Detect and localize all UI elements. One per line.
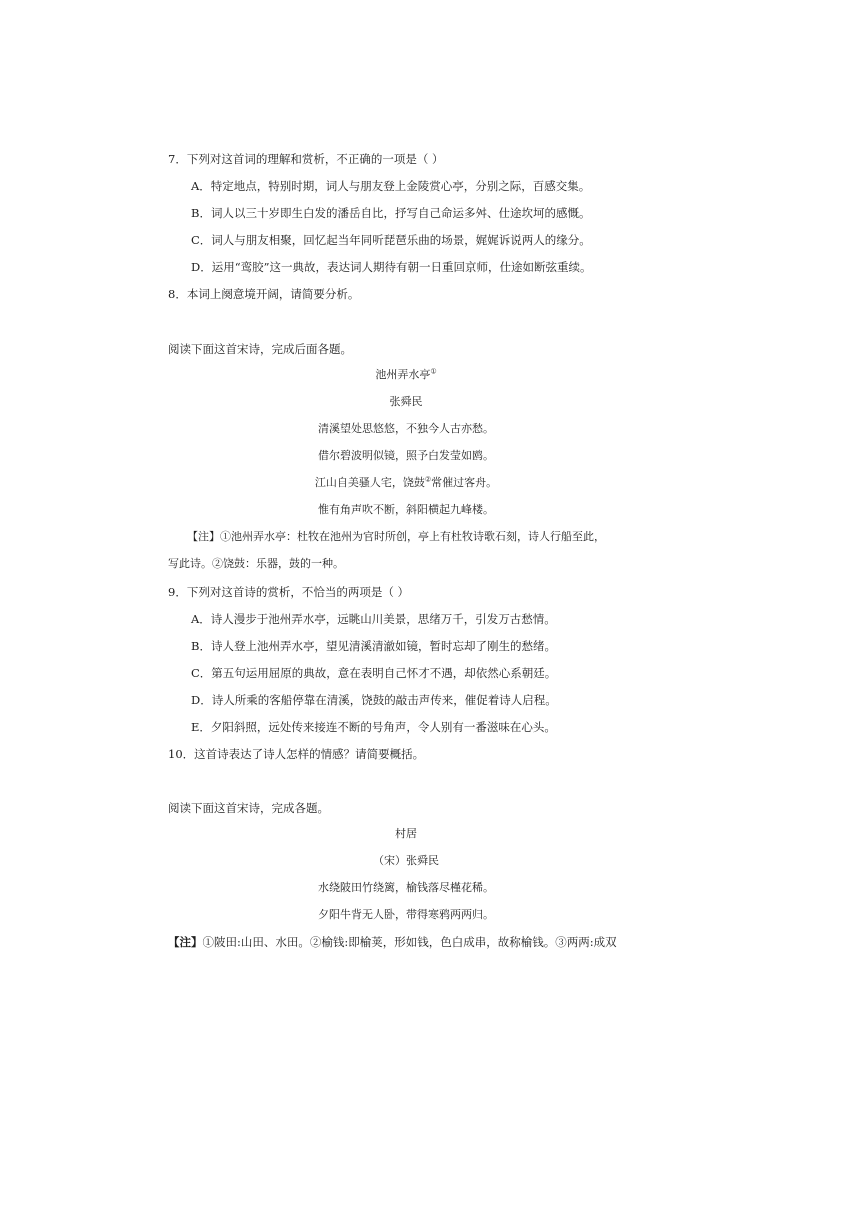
passage2-line-2: 借尔碧波明似镜，照予白发莹如鸥。 — [318, 449, 494, 462]
q7-stem: 7．下列对这首词的理解和赏析，不正确的一项是（ ） — [168, 152, 444, 166]
passage2-note-line-1: 【注】①池州弄水亭：杜牧在池州为官时所创，亭上有杜牧诗歌石刻，诗人行船至此， — [187, 530, 605, 543]
q9-option-c: C．第五句运用屈原的典故，意在表明自己怀才不遇，却依然心系朝廷。 — [191, 666, 557, 680]
q7-option-b: B．词人以三十岁即生白发的潘岳自比，抒写自己命运多舛、仕途坎坷的感慨。 — [191, 206, 591, 220]
passage3-note-text: ①陂田:山田、水田。②榆钱:即榆荚，形如钱，色白成串，故称榆钱。③两两:成双 — [202, 935, 617, 949]
passage3-intro: 阅读下面这首宋诗，完成各题。 — [168, 801, 329, 815]
passage2-note-line-2: 写此诗。②饶鼓：乐器，鼓的一种。 — [168, 557, 344, 570]
q7-option-d: D．运用“鸾胶”这一典故，表达词人期待有朝一日重回京师，仕途如断弦重续。 — [191, 260, 592, 274]
passage2-title: 池州弄水亭① — [375, 367, 437, 381]
q9-option-a: A．诗人漫步于池州弄水亭，远眺山川美景，思绪万千，引发万古愁情。 — [191, 612, 556, 626]
passage2-intro: 阅读下面这首宋诗，完成后面各题。 — [168, 342, 352, 356]
passage3-line-1: 水绕陂田竹绕篱，榆钱落尽槿花稀。 — [318, 881, 494, 894]
q8-stem: 8．本词上阕意境开阔，请简要分析。 — [168, 287, 360, 301]
q7-option-c: C．词人与朋友相聚，回忆起当年同听琵琶乐曲的场景，娓娓诉说两人的缘分。 — [191, 233, 591, 247]
passage3-note — [168, 934, 617, 950]
passage2-line-1: 清溪望处思悠悠，不独今人古亦愁。 — [318, 422, 494, 435]
q9-option-d: D．诗人所乘的客船停靠在清溪，饶鼓的敲击声传来，催促着诗人启程。 — [191, 693, 557, 707]
passage2-author: 张舜民 — [389, 395, 423, 408]
q9-stem: 9．下列对这首诗的赏析，不恰当的两项是（ ） — [168, 585, 409, 599]
q9-option-e: E．夕阳斜照，远处传来接连不断的号角声，令人别有一番滋味在心头。 — [191, 720, 556, 734]
passage3-author: （宋）张舜民 — [373, 854, 439, 867]
q7-option-a: A．特定地点，特别时期，词人与朋友登上金陵赏心亭，分别之际，百感交集。 — [191, 179, 591, 193]
passage3-note-label: 【注】 — [168, 935, 203, 949]
passage2-line-4: 惟有角声吹不断，斜阳横起九峰楼。 — [318, 503, 494, 516]
q9-option-b: B．诗人登上池州弄水亭，望见清溪清澈如镜，暂时忘却了刚生的愁绪。 — [191, 639, 556, 653]
passage3-line-2: 夕阳牛背无人卧，带得寒鸦两两归。 — [318, 908, 494, 921]
passage3-title: 村居 — [395, 827, 417, 840]
q10-stem: 10．这首诗表达了诗人怎样的情感？请简要概括。 — [168, 747, 425, 761]
passage2-line-3: 江山自美骚人宅，饶鼓②常催过客舟。 — [314, 475, 498, 489]
